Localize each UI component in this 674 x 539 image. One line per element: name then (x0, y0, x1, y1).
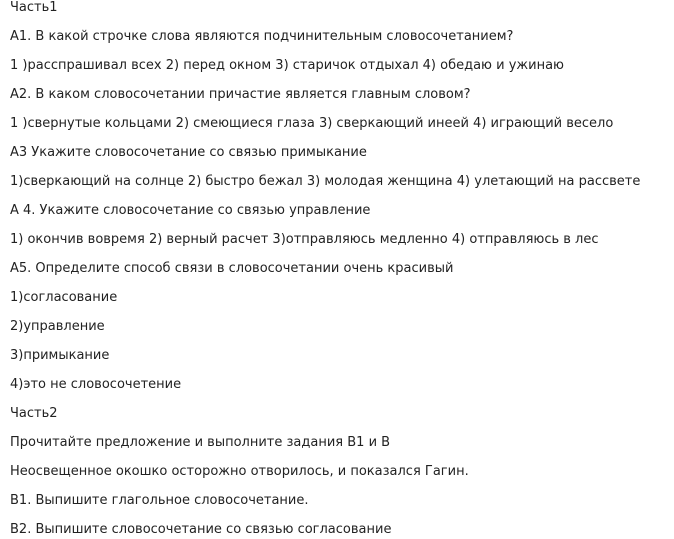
answer-a5-option-4: 4)это не словосочетение (10, 377, 182, 392)
instruction-part2: Прочитайте предложение и выполните задания В1 и В (10, 435, 391, 450)
answer-a5-option-1: 1)согласование (10, 290, 118, 305)
question-a4: А 4. Укажите словосочетание со связью управление (10, 203, 371, 218)
answers-a4: 1) окончив вовремя 2) верный расчет 3)отправляюсь медленно 4) отправляюсь в лес (10, 232, 599, 247)
answers-a2: 1 )свернутые кольцами 2) смеющиеся глаза 3) сверкающий инеей 4) играющий весело (10, 116, 614, 131)
section-title-part1: Часть1 (10, 0, 58, 15)
task-b1: В1. Выпишите глагольное словосочетание. (10, 493, 309, 508)
answers-a3: 1)сверкающий на солнце 2) быстро бежал 3) молодая женщина 4) улетающий на рассвете (10, 174, 641, 189)
section-title-part2: Часть2 (10, 406, 58, 421)
answer-a5-option-2: 2)управление (10, 319, 105, 334)
question-a3: А3 Укажите словосочетание со связью примыкание (10, 145, 367, 160)
question-a2: А2. В каком словосочетании причастие является главным словом? (10, 87, 471, 102)
answer-a5-option-3: 3)примыкание (10, 348, 110, 363)
task-b2: В2. Выпишите словосочетание со связью согласование (10, 522, 392, 537)
answers-a1: 1 )расспрашивал всех 2) перед окном 3) старичок отдыхал 4) обедаю и ужинаю (10, 58, 564, 73)
sentence-part2: Неосвещенное окошко осторожно отворилось, и показался Гагин. (10, 464, 469, 479)
question-a5: А5. Определите способ связи в словосочетании очень красивый (10, 261, 454, 276)
question-a1: А1. В какой строчке слова являются подчинительным словосочетанием? (10, 29, 514, 44)
